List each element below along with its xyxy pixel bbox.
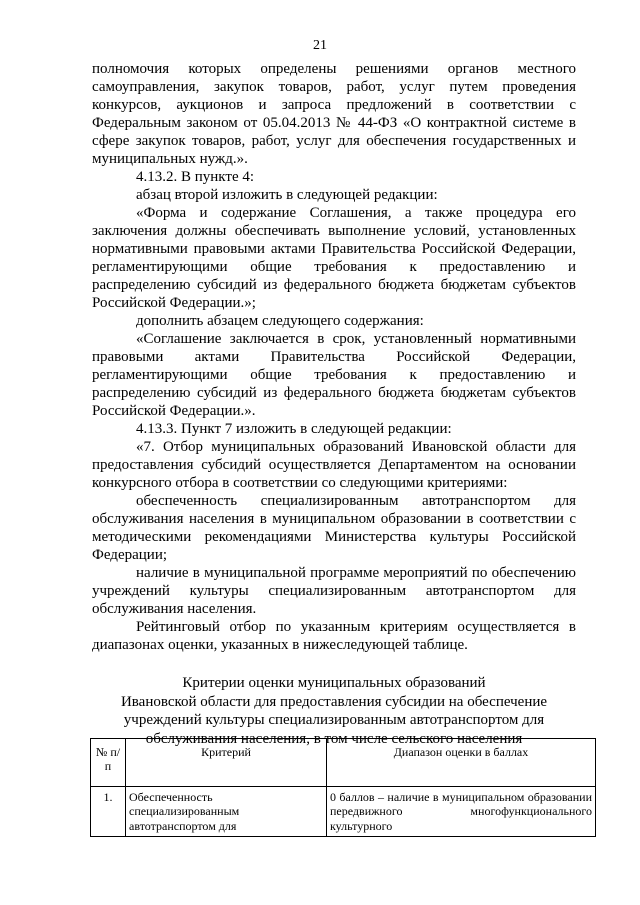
paragraph-4-13-2: 4.13.2. В пункте 4: [136,169,255,185]
criteria-table [90,738,596,837]
table-title [92,674,576,748]
table-title-line: обслуживания населения, в том числе сельского населения [145,730,523,747]
row-number: 1. [91,787,126,837]
row-criterion: Обеспеченность специализированным автотранспортом для [126,787,327,837]
header-range: Диапазон оценки в баллах [327,739,596,787]
paragraph-criterion-2: наличие в муниципальной программе мероприятий по обеспечению учреждений культуры специализированным автотранспортом для обслуживания населения. [92,565,576,617]
table-title-line: учреждений культуры специализированным автотранспортом для [123,712,545,728]
row-range: 0 баллов – наличие в муниципальном образовании передвижного многофункционального культурного [327,787,596,837]
table-row [91,787,596,837]
paragraph-criterion-1: обеспеченность специализированным автотранспортом для обслуживания населения в муниципальном образовании в соответствии с методическими рекомендациями Министерства культуры Российской Федерации; [92,493,576,563]
table-title-line: Критерии оценки муниципальных образований [182,675,486,691]
header-number: № п/п [91,739,126,787]
document-body [92,60,576,748]
paragraph-dopolnit: дополнить абзацем следующего содержания: [136,313,424,329]
table-title-line: Ивановской области для предоставления субсидии на обеспечение [120,693,548,710]
paragraph-abzac-vtoroy: абзац второй изложить в следующей редакции: [136,187,438,203]
paragraph-reytingovy-otbor: Рейтинговый отбор по указанным критериям осуществляется в диапазонах оценки, указанных в нижеследующей таблице. [92,619,576,653]
paragraph-continuation: полномочия которых определены решениями органов местного самоуправления, закупок товаров, работ, услуг путем проведения конкурсов, аукционов и запроса предложений в соответствии с Федеральным законом от 05.04.2013 № 44-ФЗ «О контрактной системе в сфере закупок товаров, работ, услуг для обеспечения государственных и муниципальных нужд.». [92,61,576,167]
paragraph-forma-soglasheniya: «Форма и содержание Соглашения, а также процедура его заключения должны обеспечивать выполнение условий, установленных нормативными правовыми актами Правительства Российской Федерации, регламентирующими общие требования к предоставлению и распределению субсидий из федерального бюджета бюджетам субъектов Российской Федерации.»; [92,205,576,311]
spacer [92,654,576,674]
paragraph-4-13-3: 4.13.3. Пункт 7 изложить в следующей редакции: [136,421,452,437]
table-header-row [91,739,596,787]
page-number: 21 [313,38,327,53]
header-criterion: Критерий [126,739,327,787]
paragraph-punkt-7: «7. Отбор муниципальных образований Ивановской области для предоставления субсидий осуществляется Департаментом на основании конкурсного отбора в соответствии со следующими критериями: [92,439,576,491]
paragraph-soglashenie-srok: «Соглашение заключается в срок, установленный нормативными правовыми актами Правительства Российской Федерации, регламентирующими общие требования к предоставлению и распределению субсидий из федерального бюджета бюджетам субъектов Российской Федерации.». [92,331,576,419]
